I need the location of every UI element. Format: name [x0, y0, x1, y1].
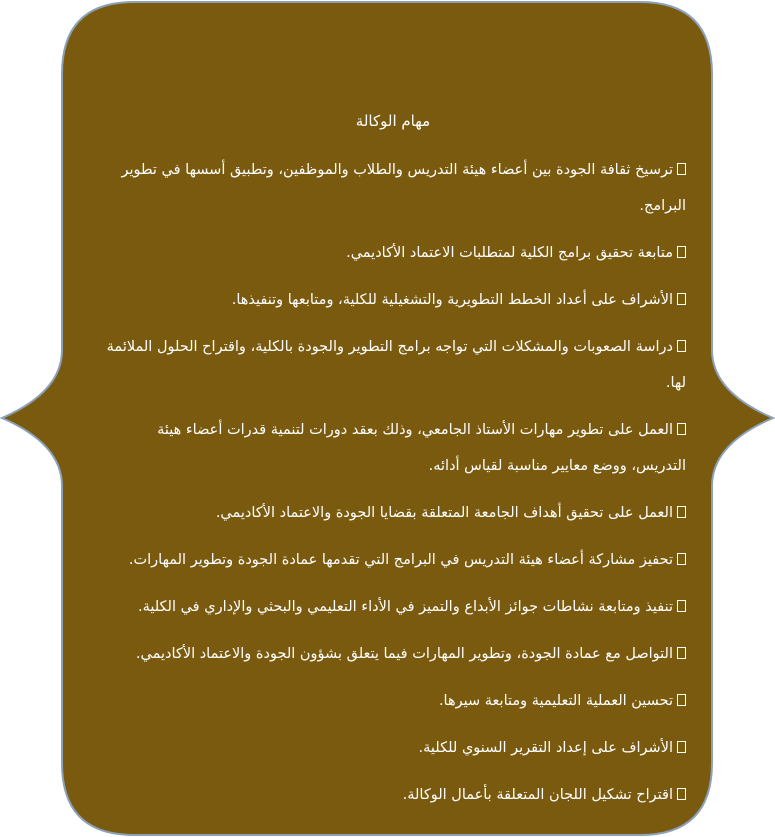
list-item-text: العمل على تطوير مهارات الأستاذ الجامعي، وذلك بعقد دورات لتنمية قدرات أعضاء هيئة التدريس، ووضع معايير مناسبة لقياس أدائه. [157, 422, 686, 474]
empty-box-icon [677, 741, 686, 753]
empty-box-icon [677, 600, 686, 612]
page-title: مهام الوكالة [355, 112, 431, 130]
list-item [100, 282, 686, 318]
list-item [100, 636, 686, 672]
list-item [100, 152, 686, 224]
list-item [100, 777, 686, 813]
list-item-text: دراسة الصعوبات والمشكلات التي تواجه برامج التطوير والجودة بالكلية، واقتراح الحلول الملائمة لها. [106, 339, 686, 391]
empty-box-icon [677, 647, 686, 659]
empty-box-icon [677, 788, 686, 800]
list-item-text: ترسيخ ثقافة الجودة بين أعضاء هيئة التدريس والطلاب والموظفين، وتطبيق أسسها في تطوير البرامج. [121, 162, 686, 214]
list-item-text: اقتراح تشكيل اللجان المتعلقة بأعمال الوكالة. [402, 787, 673, 803]
empty-box-icon [677, 423, 686, 435]
list-item-text: التواصل مع عمادة الجودة، وتطوير المهارات فيما يتعلق بشؤون الجودة والاعتماد الأكاديمي. [135, 646, 673, 662]
list-item-text: الأشراف على أعداد الخطط التطويرية والتشغيلية للكلية، ومتابعها وتنفيذها. [231, 292, 673, 308]
list-item-text: تنفيذ ومتابعة نشاطات جوائز الأبداع والتميز في الأداء التعليمي والبحثي والإداري في الكلية. [137, 599, 673, 615]
list-item-text: متابعة تحقيق برامج الكلية لمتطلبات الاعتماد الأكاديمي. [346, 245, 673, 261]
list-item [100, 412, 686, 484]
list-item-text: تحفيز مشاركة أعضاء هيئة التدريس في البرامج التي تقدمها عمادة الجودة وتطوير المهارات. [128, 552, 673, 568]
tasks-content [100, 112, 686, 824]
list-item [100, 683, 686, 719]
empty-box-icon [677, 694, 686, 706]
list-item-text: الأشراف على إعداد التقرير السنوي للكلية. [418, 740, 673, 756]
list-item-text: تحسين العملية التعليمية ومتابعة سيرها. [438, 693, 673, 709]
empty-box-icon [677, 553, 686, 565]
empty-box-icon [677, 163, 686, 175]
list-item [100, 542, 686, 578]
list-item [100, 495, 686, 531]
empty-box-icon [677, 293, 686, 305]
list-item [100, 730, 686, 766]
list-item [100, 235, 686, 271]
list-item [100, 329, 686, 401]
empty-box-icon [677, 340, 686, 352]
empty-box-icon [677, 506, 686, 518]
empty-box-icon [677, 246, 686, 258]
list-item-text: العمل على تحقيق أهداف الجامعة المتعلقة بقضايا الجودة والاعتماد الأكاديمي. [215, 505, 673, 521]
list-item [100, 589, 686, 625]
